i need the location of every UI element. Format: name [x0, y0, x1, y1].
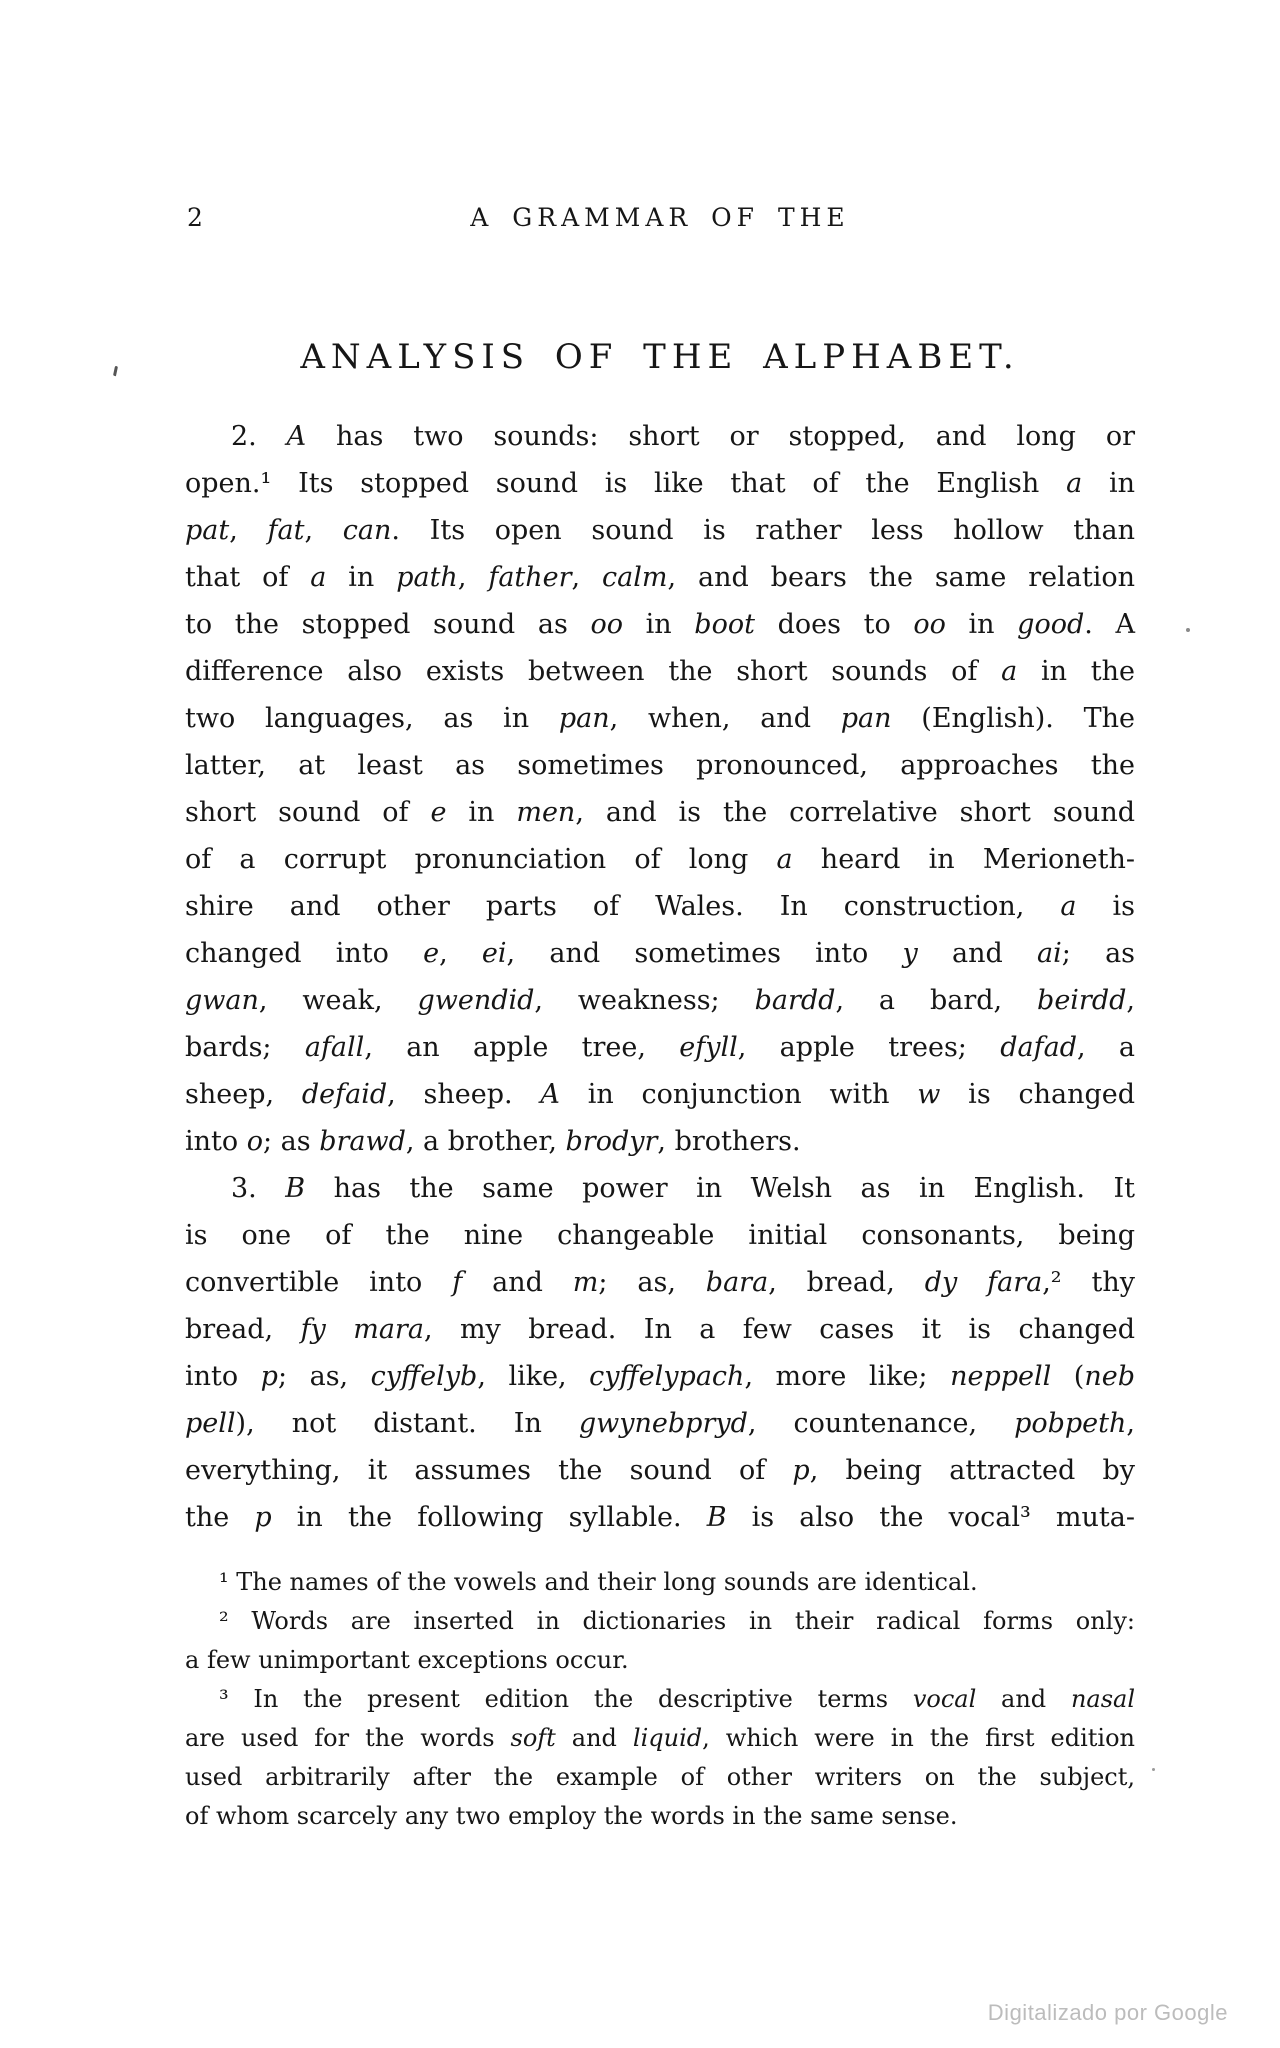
text-line: into p; as, cyffelyb, like, cyffelypach, more like; neppell (neb — [185, 1361, 1135, 1392]
text-line: the p in the following syllable. B is also the vocal³ muta- — [185, 1502, 1135, 1533]
text-line: that of a in path, father, calm, and bears the same relation — [185, 562, 1136, 593]
text-line: into o; as brawd, a brother, brodyr, brothers. — [185, 1126, 801, 1157]
text-line: pat, fat, can. Its open sound is rather less hollow than — [185, 515, 1135, 546]
text-line: 3. B has the same power in Welsh as in English. It — [231, 1173, 1135, 1204]
text-line: used arbitrarily after the example of other writers on the subject, — [185, 1763, 1135, 1791]
text-line: sheep, defaid, sheep. A in conjunction with w is changed — [185, 1079, 1136, 1110]
text-line: open.¹ Its stopped sound is like that of the English a in — [185, 468, 1135, 499]
text-line: a few unimportant exceptions occur. — [185, 1646, 629, 1674]
scan-artifact-speck — [113, 366, 118, 376]
text-line: shire and other parts of Wales. In construction, a is — [185, 891, 1135, 922]
body-text — [185, 413, 1135, 1541]
text-line: 2. A has two sounds: short or stopped, and long or — [231, 421, 1136, 452]
text-line: to the stopped sound as oo in boot does to oo in good. A — [185, 609, 1135, 640]
text-column — [185, 0, 1135, 1836]
text-line: two languages, as in pan, when, and pan (English). The — [185, 703, 1135, 734]
text-line: everything, it assumes the sound of p, being attracted by — [185, 1455, 1135, 1486]
section-title: ANALYSIS OF THE ALPHABET. — [300, 337, 1020, 377]
running-header — [185, 203, 1135, 237]
text-line: are used for the words soft and liquid, which were in the first edition — [185, 1724, 1135, 1752]
text-line: difference also exists between the short sounds of a in the — [185, 656, 1135, 687]
text-line: gwan, weak, gwendid, weakness; bardd, a bard, beirdd, — [185, 985, 1135, 1016]
text-line: ² Words are inserted in dictionaries in their radical forms only: — [219, 1607, 1135, 1635]
paragraph-letter-a — [185, 413, 1135, 1165]
text-line: changed into e, ei, and sometimes into y and ai; as — [185, 938, 1136, 969]
footnotes — [185, 1563, 1135, 1836]
text-line: ³ In the present edition the descriptive terms vocal and nasal — [219, 1685, 1136, 1713]
page-number: 2 — [187, 203, 204, 232]
running-head-title: A GRAMMAR OF THE — [470, 203, 850, 232]
text-line: bread, fy mara, my bread. In a few cases it is changed — [185, 1314, 1135, 1345]
paragraph-letter-b — [185, 1165, 1135, 1541]
scan-artifact-speck — [1186, 628, 1190, 632]
text-line: is one of the nine changeable initial consonants, being — [185, 1220, 1135, 1251]
text-line: latter, at least as sometimes pronounced, approaches the — [185, 750, 1135, 781]
text-line: bards; afall, an apple tree, efyll, apple trees; dafad, a — [185, 1032, 1135, 1063]
text-line: of whom scarcely any two employ the words in the same sense. — [185, 1802, 958, 1830]
text-line: of a corrupt pronunciation of long a heard in Merioneth- — [185, 844, 1135, 875]
digitized-by-google-watermark: Digitalizado por Google — [987, 2000, 1228, 2025]
text-line: convertible into f and m; as, bara, bread, dy fara,² thy — [185, 1267, 1136, 1298]
scan-artifact-speck — [1152, 1768, 1155, 1771]
text-line: ¹ The names of the vowels and their long sounds are identical. — [219, 1568, 978, 1596]
text-line: short sound of e in men, and is the correlative short sound — [185, 797, 1135, 828]
text-line: pell), not distant. In gwynebpryd, countenance, pobpeth, — [185, 1408, 1135, 1439]
